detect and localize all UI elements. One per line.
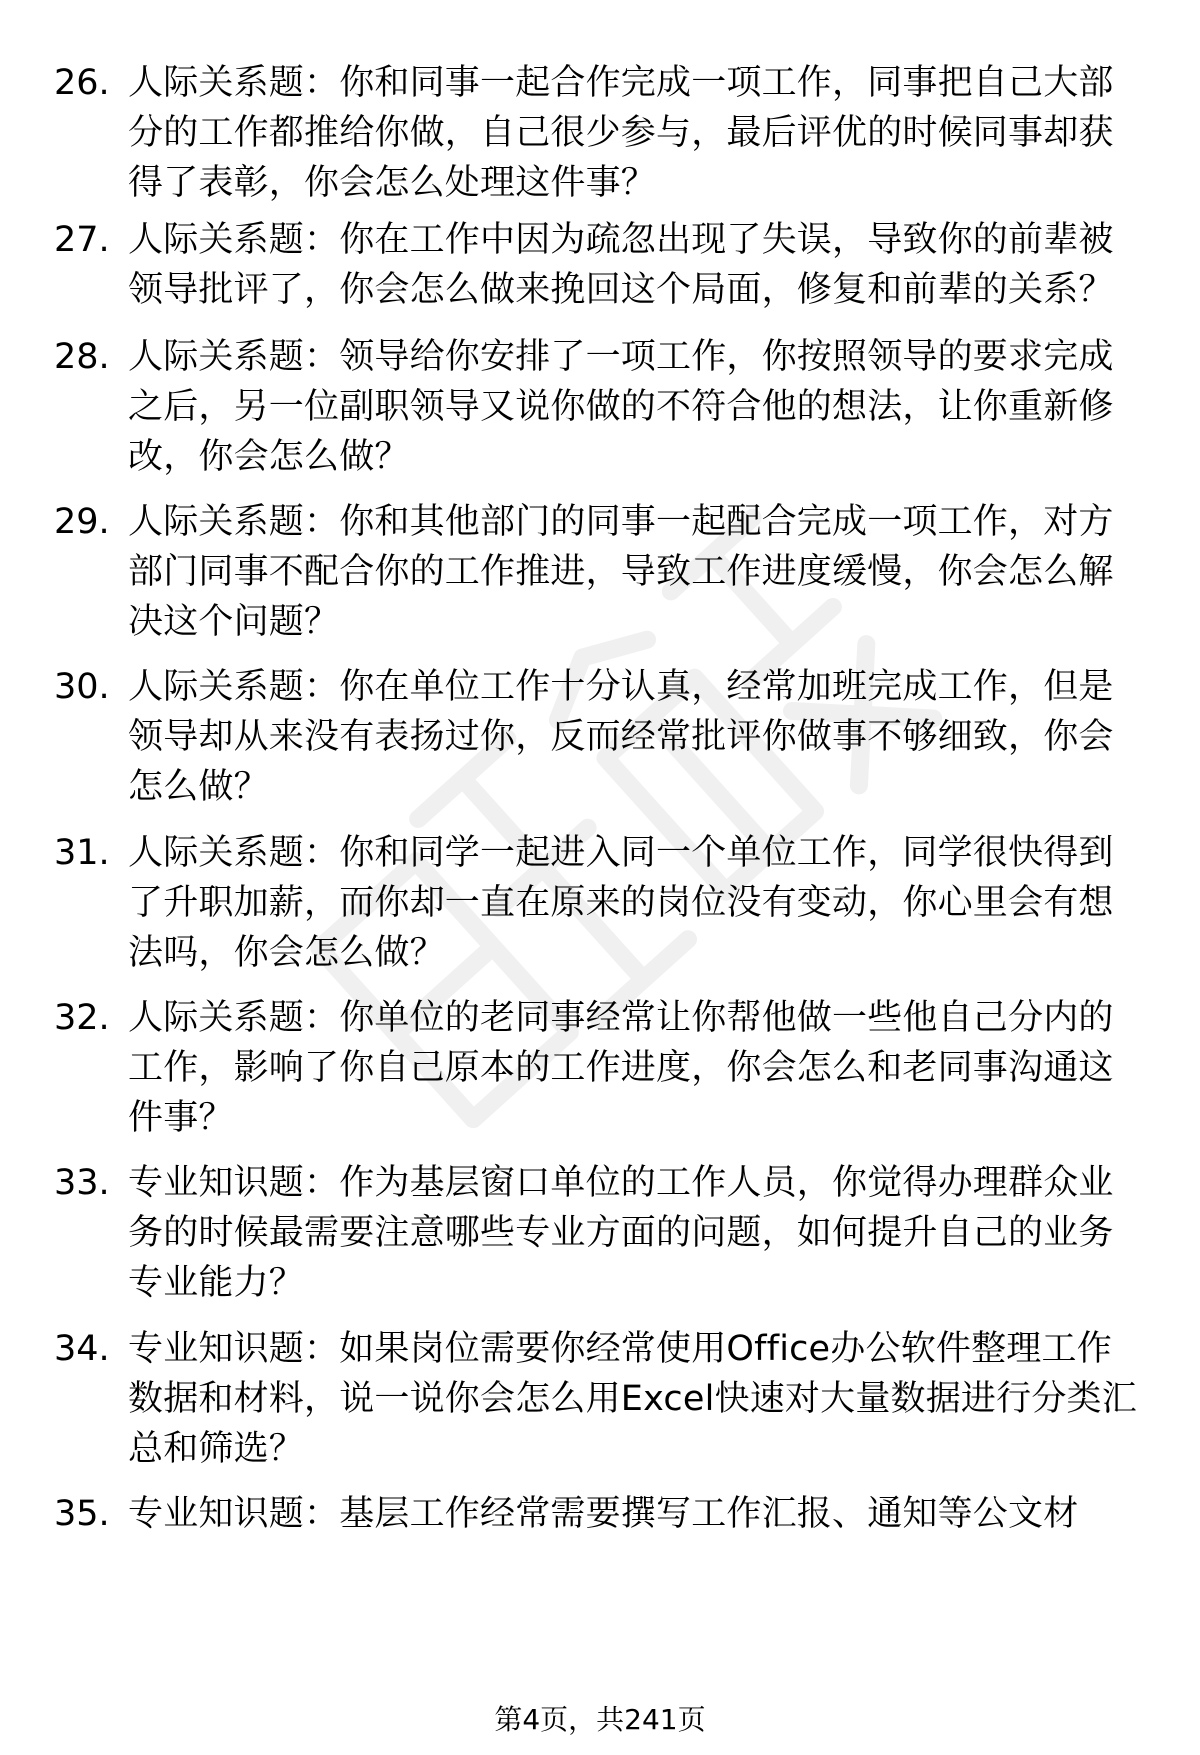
question-line: 领导却从来没有表扬过你，反而经常批评你做事不够细致，你会 <box>128 717 1114 757</box>
question-line: 了升职加薪，而你却一直在原来的岗位没有变动，你心里会有想 <box>128 883 1114 923</box>
question-line: 务的时候最需要注意哪些专业方面的问题，如何提升自己的业务 <box>128 1213 1114 1253</box>
question-text <box>128 497 1138 647</box>
question-line: 部门同事不配合你的工作推进，导致工作进度缓慢，你会怎么解 <box>128 552 1114 592</box>
question-text <box>128 332 1138 482</box>
question-line: 专业能力？ <box>128 1263 305 1303</box>
question-line: 决这个问题？ <box>128 602 340 642</box>
question-line: 专业知识题：基层工作经常需要撰写工作汇报、通知等公文材 <box>128 1494 1079 1534</box>
question-number: 26. <box>54 63 110 103</box>
page-number-label: 第4页，共241页 <box>494 1703 706 1736</box>
question-text <box>128 1324 1138 1474</box>
question-line: 人际关系题：你和其他部门的同事一起配合完成一项工作，对方 <box>128 502 1114 542</box>
question-number: 27. <box>54 220 110 260</box>
page-footer <box>0 1700 1200 1740</box>
question-line: 人际关系题：你在单位工作十分认真，经常加班完成工作，但是 <box>128 667 1114 707</box>
question-line: 件事？ <box>128 1098 234 1138</box>
question-text <box>128 1489 1138 1539</box>
question-line: 领导批评了，你会怎么做来挽回这个局面，修复和前辈的关系？ <box>128 270 1114 310</box>
question-line: 法吗，你会怎么做？ <box>128 933 445 973</box>
question-line: 得了表彰，你会怎么处理这件事？ <box>128 163 657 203</box>
question-line: 人际关系题：你和同事一起合作完成一项工作，同事把自己大部 <box>128 63 1114 103</box>
question-text <box>128 215 1138 315</box>
question-line: 之后，另一位副职领导又说你做的不符合他的想法，让你重新修 <box>128 387 1114 427</box>
question-line: 人际关系题：你和同学一起进入同一个单位工作，同学很快得到 <box>128 833 1114 873</box>
question-number: 35. <box>54 1494 110 1534</box>
question-line: 专业知识题：如果岗位需要你经常使用Office办公软件整理工作 <box>128 1329 1112 1369</box>
question-text <box>128 1158 1138 1308</box>
question-line: 改，你会怎么做？ <box>128 437 410 477</box>
question-line: 工作，影响了你自己原本的工作进度，你会怎么和老同事沟通这 <box>128 1048 1114 1088</box>
question-text <box>128 993 1138 1143</box>
question-line: 分的工作都推给你做，自己很少参与，最后评优的时候同事却获 <box>128 113 1114 153</box>
question-line: 人际关系题：你在工作中因为疏忽出现了失误，导致你的前辈被 <box>128 220 1114 260</box>
question-number: 30. <box>54 667 110 707</box>
question-line: 总和筛选？ <box>128 1429 305 1469</box>
question-number: 32. <box>54 998 110 1038</box>
question-text <box>128 828 1138 978</box>
question-text <box>128 662 1138 812</box>
question-number: 33. <box>54 1163 110 1203</box>
question-number: 29. <box>54 502 110 542</box>
question-line: 怎么做？ <box>128 767 269 807</box>
question-line: 数据和材料，说一说你会怎么用Excel快速对大量数据进行分类汇 <box>128 1379 1137 1419</box>
question-number: 34. <box>54 1329 110 1369</box>
question-line: 人际关系题：领导给你安排了一项工作，你按照领导的要求完成 <box>128 337 1114 377</box>
question-number: 28. <box>54 337 110 377</box>
question-line: 人际关系题：你单位的老同事经常让你帮他做一些他自己分内的 <box>128 998 1114 1038</box>
question-line: 专业知识题：作为基层窗口单位的工作人员，你觉得办理群众业 <box>128 1163 1114 1203</box>
question-text <box>128 58 1138 208</box>
question-number: 31. <box>54 833 110 873</box>
